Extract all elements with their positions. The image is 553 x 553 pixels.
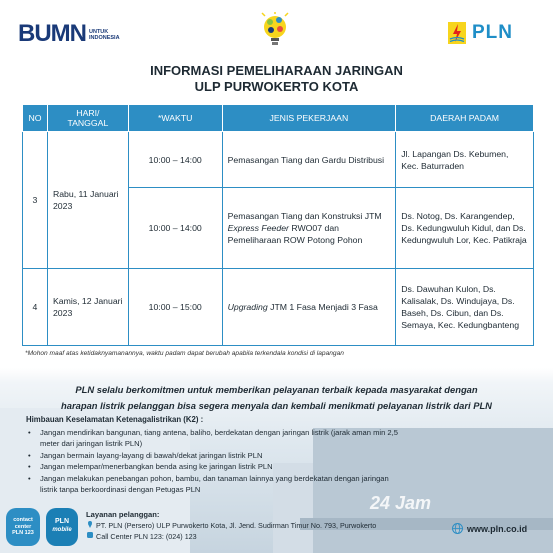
address-text: PT. PLN (Persero) ULP Purwokerto Kota, Jl. Jend. Sudirman Timur No. 793, Purwokerto bbox=[96, 521, 377, 530]
row-no: 3 bbox=[23, 132, 48, 269]
list-item: • Jangan mendirikan bangunan, tiang antena, baliho, berdekatan dengan jaringan listrik (jarak aman min 2,5 bbox=[26, 427, 538, 438]
table-row bbox=[23, 269, 534, 346]
pln-mobile-badge bbox=[46, 508, 78, 546]
pln-logo bbox=[448, 22, 513, 44]
website-text[interactable]: www.pln.co.id bbox=[467, 523, 528, 534]
commitment-line2: harapan listrik pelanggan bisa segera menyala dan kembali menikmati pelayanan listrik dari PLN bbox=[61, 400, 492, 411]
title-line2: ULP PURWOKERTO KOTA bbox=[194, 79, 359, 94]
footer bbox=[0, 508, 553, 553]
mobile-line2: mobile bbox=[52, 527, 72, 533]
website-link[interactable] bbox=[452, 523, 527, 534]
row-time: 10:00 – 14:00 bbox=[128, 132, 222, 188]
col-header-area: DAERAH PADAM bbox=[396, 105, 534, 132]
row-area: Ds. Dawuhan Kulon, Ds. Kalisalak, Ds. Windujaya, Ds. Baseh, Ds. Cibun, dan Ds. Semaya, Kec. Kedungbanteng bbox=[396, 269, 534, 346]
pln-lightning-icon bbox=[448, 22, 466, 44]
row-no: 4 bbox=[23, 269, 48, 346]
bumn-sub-line2: INDONESIA bbox=[89, 35, 120, 41]
row-time: 10:00 – 15:00 bbox=[128, 269, 222, 346]
table-row bbox=[23, 132, 534, 188]
row-work: Pemasangan Tiang dan Gardu Distribusi bbox=[222, 132, 396, 188]
commitment-text bbox=[0, 382, 553, 414]
list-item: • Jangan melakukan penebangan pohon, bambu, dan tanaman lainnya yang berdekatan dengan jaringan bbox=[26, 473, 538, 484]
row-date: Rabu, 11 Januari 2023 bbox=[47, 132, 128, 269]
list-item: meter dari jaringan listrik PLN) bbox=[40, 439, 143, 449]
safety-section bbox=[26, 415, 538, 495]
contact-center-badge bbox=[6, 508, 40, 546]
row-work-text: RWO07 dan Pemeliharaan ROW Potong Pohon bbox=[227, 223, 363, 245]
safety-list bbox=[26, 427, 538, 495]
list-item: • Jangan bermain layang-layang di bawah/dekat jaringan listrik PLN bbox=[26, 450, 538, 461]
col-header-date-line2: TANGGAL bbox=[67, 118, 109, 128]
header bbox=[0, 0, 553, 60]
row-area: Jl. Lapangan Ds. Kebumen, Kec. Baturraden bbox=[396, 132, 534, 188]
list-item: • Jangan melempar/menerbangkan benda asing ke jaringan listrik PLN bbox=[26, 461, 538, 472]
maintenance-table bbox=[22, 104, 534, 346]
call-center-text: Call Center PLN 123: (024) 123 bbox=[96, 532, 197, 541]
footnote: *Mohon maaf atas ketidaknyamanannya, waktu padam dapat berubah apabila terkendala kondisi di lapangan bbox=[25, 350, 344, 357]
bumn-sub-line1: UNTUK bbox=[89, 29, 109, 35]
customer-service-info bbox=[86, 510, 376, 542]
customer-service-title: Layanan pelanggan: bbox=[86, 510, 160, 519]
row-work bbox=[222, 188, 396, 269]
lightbulb-icon bbox=[261, 12, 289, 50]
row-work-italic: Express Feeder bbox=[227, 223, 289, 233]
pln-logo-text: PLN bbox=[472, 22, 513, 43]
call-center-row bbox=[86, 531, 376, 542]
col-header-no: NO bbox=[23, 105, 48, 132]
globe-icon bbox=[452, 523, 463, 534]
list-item: listrik tanpa berkoordinasi dengan Petugas PLN bbox=[40, 485, 201, 495]
bumn-logo bbox=[18, 20, 120, 48]
row-work bbox=[222, 269, 396, 346]
contact-center-line3: PLN 123 bbox=[12, 530, 34, 536]
row-work-italic: Upgrading bbox=[227, 302, 268, 312]
commitment-line1: PLN selalu berkomitmen untuk memberikan pelayanan terbaik kepada masyarakat dengan bbox=[75, 384, 478, 395]
bumn-logo-text: BUMN bbox=[18, 20, 86, 47]
row-work-text: JTM 1 Fasa Menjadi 3 Fasa bbox=[267, 302, 378, 312]
col-header-work: JENIS PEKERJAAN bbox=[222, 105, 396, 132]
row-work-text: Pemasangan Tiang dan Konstruksi JTM bbox=[227, 211, 382, 221]
row-date: Kamis, 12 Januari 2023 bbox=[47, 269, 128, 346]
row-time: 10:00 – 14:00 bbox=[128, 188, 222, 269]
table-header-row bbox=[23, 105, 534, 132]
col-header-date bbox=[47, 105, 128, 132]
page-title bbox=[0, 63, 553, 95]
contact-center-line2: center bbox=[14, 523, 32, 530]
title-line1: INFORMASI PEMELIHARAAN JARINGAN bbox=[150, 63, 403, 78]
bumn-logo-subtitle bbox=[89, 29, 120, 41]
contact-center-line1: contact bbox=[13, 517, 33, 523]
mobile-line1: PLN bbox=[55, 518, 69, 525]
col-header-date-line1: HARI/ bbox=[76, 108, 100, 118]
col-header-time: *WAKTU bbox=[128, 105, 222, 132]
safety-title: Himbauan Keselamatan Ketenagalistrikan (K2) : bbox=[26, 415, 204, 424]
location-icon bbox=[86, 520, 94, 528]
address-row bbox=[86, 520, 376, 531]
row-area: Ds. Notog, Ds. Karangendep, Ds. Kedungwuluh Kidul, dan Ds. Kedungwuluh Lor, Kec. Patikraja bbox=[396, 188, 534, 269]
building-sign: 24 Jam bbox=[370, 493, 432, 513]
phone-icon bbox=[86, 531, 94, 539]
